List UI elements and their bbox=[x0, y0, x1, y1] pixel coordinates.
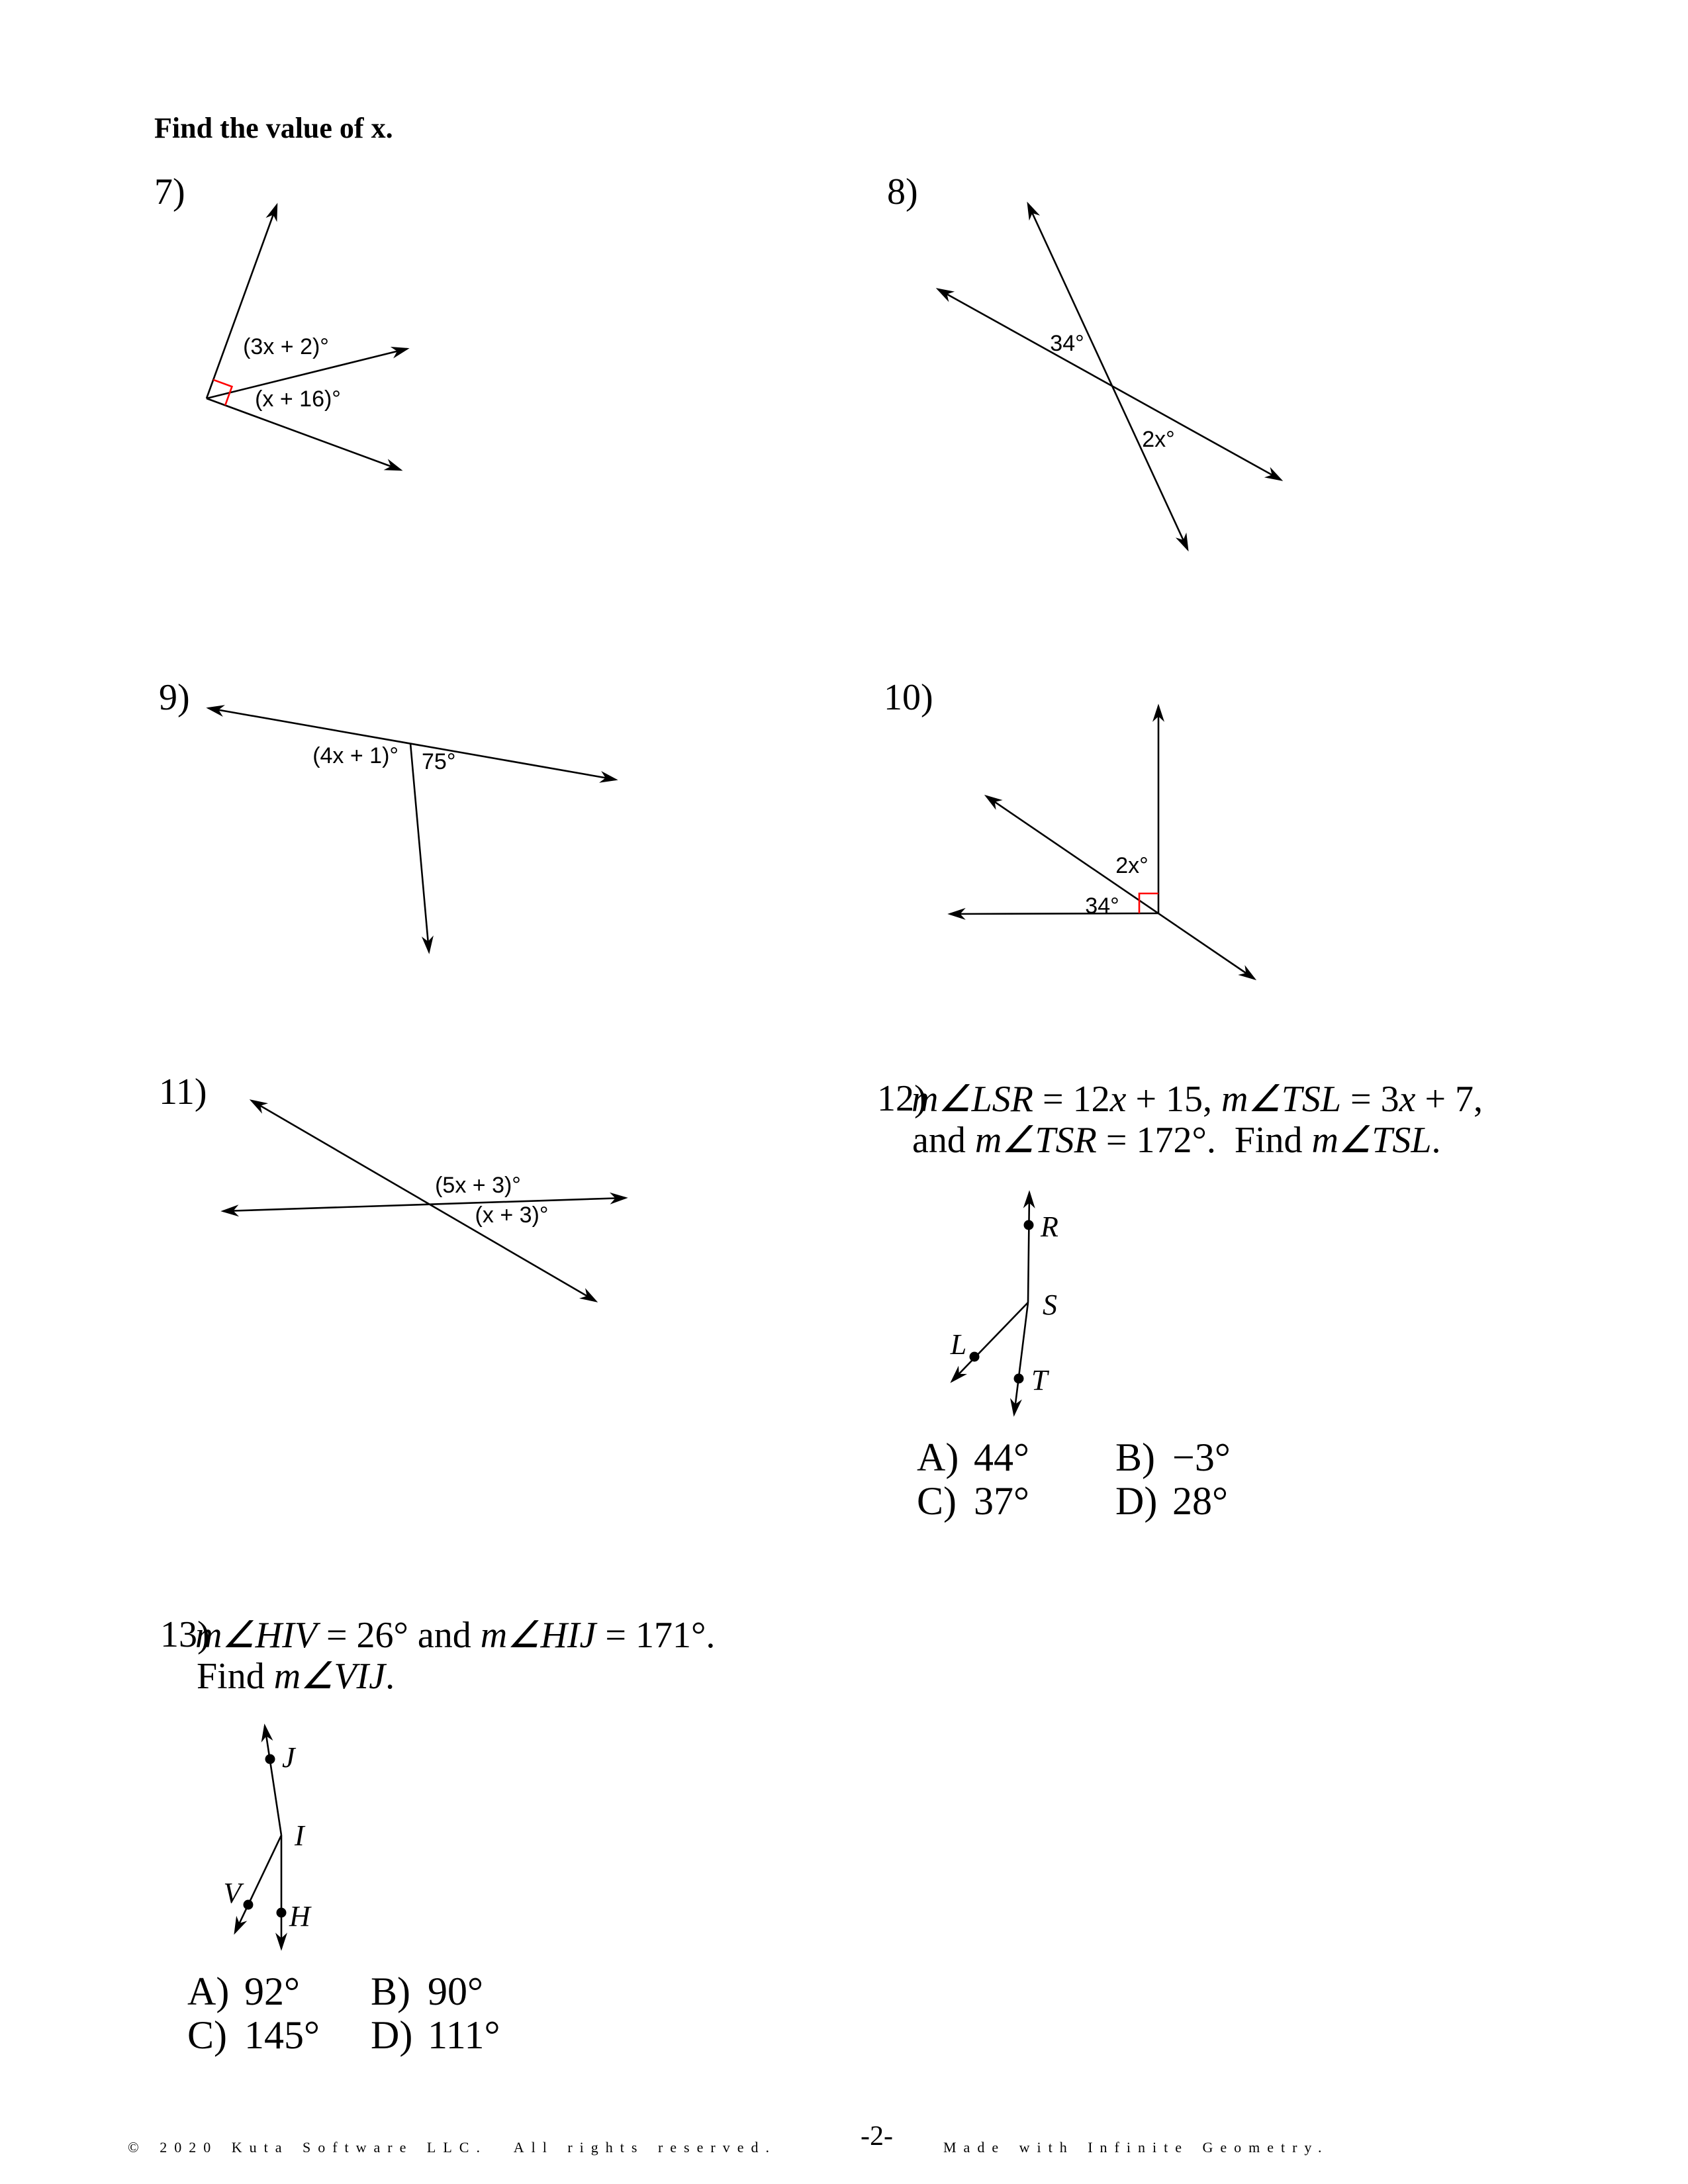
problem-12-statement-line1: m∠LSR = 12x + 15, m∠TSL = 3x + 7, bbox=[912, 1079, 1483, 1120]
point-label: R bbox=[1041, 1210, 1058, 1243]
problem-10-number: 10) bbox=[884, 677, 933, 718]
choice-value: 111° bbox=[428, 2013, 500, 2057]
point-dot bbox=[970, 1352, 980, 1362]
ray bbox=[1028, 1193, 1029, 1302]
problem-9-diagram bbox=[199, 688, 635, 966]
angle-label: 34° bbox=[1050, 331, 1084, 356]
line bbox=[986, 796, 1254, 979]
point-label: L bbox=[950, 1328, 967, 1361]
point-label: I bbox=[295, 1819, 305, 1852]
problem-10-diagram bbox=[927, 688, 1278, 993]
point-dot bbox=[1014, 1374, 1024, 1384]
footer-copyright: © 2020 Kuta Software LLC. All rights reserved. bbox=[128, 2139, 776, 2156]
problem-12-number: 12) bbox=[877, 1078, 927, 1119]
problem-12-diagram bbox=[927, 1178, 1112, 1430]
problem-8-number: 8) bbox=[887, 171, 918, 212]
choice-label: A) bbox=[187, 1970, 230, 2013]
point-dot bbox=[1024, 1220, 1034, 1230]
ray bbox=[265, 1726, 281, 1835]
ray bbox=[950, 913, 1158, 914]
choice-label: C) bbox=[187, 2013, 227, 2057]
problem-12-statement-line2: and m∠TSR = 172°. Find m∠TSL. bbox=[912, 1120, 1441, 1161]
point-label: T bbox=[1031, 1364, 1048, 1396]
point-dot bbox=[277, 1908, 287, 1918]
angle-label: (5x + 3)° bbox=[435, 1173, 521, 1198]
choice-label: D) bbox=[371, 2013, 413, 2057]
choice-value: 92° bbox=[244, 1970, 300, 2013]
footer-made-with: Made with Infinite Geometry. bbox=[943, 2139, 1329, 2156]
point-label: S bbox=[1043, 1289, 1057, 1321]
choice-row bbox=[1115, 1435, 1231, 1480]
choice-value: 44° bbox=[974, 1435, 1029, 1479]
angle-label: (x + 3)° bbox=[475, 1203, 549, 1228]
point-label: V bbox=[223, 1877, 242, 1909]
problem-13-diagram bbox=[218, 1707, 371, 1966]
point-dot bbox=[244, 1900, 254, 1910]
footer-page-number: -2- bbox=[861, 2121, 893, 2152]
choice-label: B) bbox=[371, 1970, 410, 2013]
problem-9-number: 9) bbox=[159, 677, 190, 718]
choice-row bbox=[917, 1479, 1029, 1524]
choice-value: 37° bbox=[974, 1479, 1029, 1523]
choice-row bbox=[371, 1969, 483, 2015]
point-label: J bbox=[282, 1741, 295, 1774]
angle-label: 34° bbox=[1085, 893, 1119, 919]
choice-label: D) bbox=[1115, 1479, 1158, 1523]
choice-row bbox=[917, 1435, 1029, 1480]
problem-8-diagram bbox=[927, 189, 1297, 566]
ray bbox=[235, 1835, 281, 1933]
point-dot bbox=[265, 1754, 275, 1764]
angle-label: 2x° bbox=[1115, 853, 1149, 878]
ray bbox=[1014, 1302, 1028, 1414]
ray bbox=[207, 205, 277, 398]
line bbox=[223, 1198, 626, 1211]
choice-label: B) bbox=[1115, 1435, 1155, 1479]
ray bbox=[410, 743, 429, 952]
problem-13-number: 13) bbox=[160, 1614, 210, 1655]
angle-label: (x + 16)° bbox=[255, 387, 341, 412]
problem-13-statement-line1: m∠HIV = 26° and m∠HIJ = 171°. bbox=[195, 1615, 716, 1656]
problem-7-diagram bbox=[185, 189, 437, 483]
angle-label: 75° bbox=[422, 749, 456, 774]
problem-11-number: 11) bbox=[159, 1071, 207, 1113]
choice-value: 145° bbox=[244, 2013, 320, 2057]
problem-13-statement-line2: Find m∠VIJ. bbox=[197, 1656, 395, 1697]
choice-row bbox=[371, 2013, 500, 2058]
choice-value: −3° bbox=[1172, 1435, 1231, 1479]
point-label: H bbox=[289, 1900, 310, 1933]
choice-label: A) bbox=[917, 1435, 959, 1479]
choice-row bbox=[187, 1969, 300, 2015]
choice-row bbox=[1115, 1479, 1228, 1524]
choice-value: 28° bbox=[1172, 1479, 1228, 1523]
line bbox=[938, 289, 1281, 480]
angle-label: (4x + 1)° bbox=[312, 743, 399, 768]
angle-label: (3x + 2)° bbox=[243, 334, 329, 359]
problem-11-diagram bbox=[199, 1079, 635, 1317]
instructions-heading: Find the value of x. bbox=[154, 112, 393, 144]
right-angle-icon bbox=[1139, 893, 1158, 913]
line bbox=[1028, 204, 1188, 549]
choice-value: 90° bbox=[428, 1970, 483, 2013]
angle-label: 2x° bbox=[1142, 427, 1175, 452]
choice-label: C) bbox=[917, 1479, 957, 1523]
problem-7-number: 7) bbox=[154, 171, 185, 212]
choice-row bbox=[187, 2013, 320, 2058]
